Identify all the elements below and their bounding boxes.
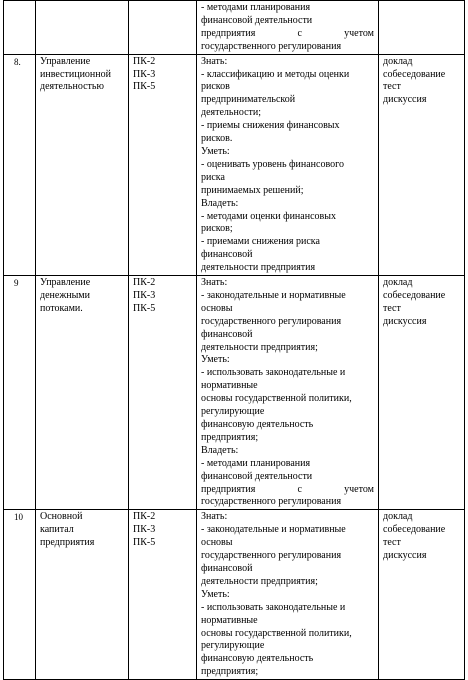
assessment-form: собеседование (383, 524, 446, 536)
content-line: - приемы снижения финансовых (201, 120, 340, 132)
competencies-cell (129, 276, 197, 510)
competency-code: ПК-3 (133, 289, 156, 301)
assessment-forms-cell (379, 54, 465, 275)
content-line: деятельности; (201, 107, 262, 119)
competency-table (3, 0, 465, 680)
content-line: финансовую деятельность (201, 653, 314, 665)
content-line: финансовой (201, 328, 253, 340)
competency-code: ПК-2 (133, 511, 156, 523)
topic-line: денежными (40, 289, 90, 301)
line-word: предприятия (201, 27, 256, 39)
line-word: с (297, 483, 302, 495)
row-number-cell (4, 510, 36, 680)
content-line: - классификацию и методы оценки (201, 68, 350, 80)
assessment-form: тест (383, 537, 401, 549)
content-cell (197, 510, 379, 680)
line-word: учетом (344, 27, 374, 39)
competency-code: ПК-3 (133, 68, 156, 80)
competency-code: ПК-2 (133, 277, 156, 289)
assessment-forms-cell (379, 1, 465, 55)
table-row (4, 276, 465, 510)
content-line: Владеть: (201, 197, 239, 209)
content-line: финансовой деятельности (201, 14, 313, 26)
content-line: деятельности предприятия; (201, 341, 318, 353)
row-number-cell (4, 276, 36, 510)
topic-cell (36, 1, 129, 55)
row-number-cell (4, 54, 36, 275)
content-line: Владеть: (201, 444, 239, 456)
content-line: предпринимательской (201, 94, 296, 106)
table-row (4, 1, 465, 55)
topic-cell (36, 54, 129, 275)
assessment-form: тест (383, 81, 401, 93)
assessment-form: тест (383, 302, 401, 314)
competency-code: ПК-5 (133, 302, 156, 314)
assessment-form: дискуссия (383, 315, 427, 327)
content-line: - использовать законодательные и (201, 367, 346, 379)
content-line: Знать: (201, 55, 228, 67)
content-line: основы (201, 537, 233, 549)
content-line: регулирующие (201, 640, 265, 652)
content-line: предприятия; (201, 431, 259, 443)
content-cell (197, 276, 379, 510)
content-line: финансовую деятельность (201, 419, 314, 430)
competency-code: ПК-2 (133, 55, 156, 67)
topic-line: Управление (40, 277, 91, 289)
table-body (4, 1, 465, 680)
topic-cell (36, 276, 129, 510)
content-line: рисков. (201, 133, 233, 145)
content-line: Уметь: (201, 588, 230, 600)
content-line: Уметь: (201, 145, 230, 157)
row-number-cell (4, 1, 36, 55)
content-line: основы (201, 302, 233, 314)
content-line: регулирующие (201, 406, 265, 418)
line-word: предприятия (201, 483, 256, 495)
assessment-form: собеседование (383, 68, 446, 80)
content-line: финансовой (201, 249, 253, 261)
row-number: 10 (14, 512, 23, 523)
assessment-form: дискуссия (383, 550, 427, 562)
content-line: финансовой деятельности (201, 470, 313, 482)
content-line: - методами планирования (201, 2, 311, 13)
table-row (4, 54, 465, 275)
topic-line: деятельностью (40, 81, 104, 93)
content-line: Уметь: (201, 354, 230, 366)
row-number: 8. (14, 56, 21, 67)
topic-line: потоками. (40, 302, 83, 314)
competencies-cell (129, 54, 197, 275)
content-cell (197, 54, 379, 275)
topic-line: инвестиционной (40, 68, 111, 80)
topic-line: капитал (40, 524, 74, 536)
justified-line (201, 484, 374, 497)
content-line: нормативные (201, 614, 258, 626)
content-line: основы государственной политики, (201, 627, 352, 639)
content-line: рисков (201, 81, 230, 93)
content-line: государственного регулирования (201, 315, 342, 327)
content-line: - приемами снижения риска (201, 236, 320, 248)
assessment-form: собеседование (383, 289, 446, 301)
content-line: основы государственной политики, (201, 393, 352, 405)
content-line: принимаемых решений; (201, 184, 304, 196)
justified-line (201, 28, 374, 41)
content-line: - оценивать уровень финансового (201, 158, 344, 170)
content-line: риска (201, 171, 225, 183)
row-number: 9 (14, 278, 19, 289)
content-line: государственного регулирования (201, 40, 342, 52)
competency-code: ПК-3 (133, 524, 156, 536)
content-line: государственного регулирования (201, 496, 342, 508)
competencies-cell (129, 510, 197, 680)
assessment-forms-cell (379, 276, 465, 510)
content-line: государственного регулирования (201, 550, 342, 562)
assessment-form: доклад (383, 511, 413, 523)
topic-cell (36, 510, 129, 680)
assessment-form: доклад (383, 277, 413, 289)
content-line: финансовой (201, 562, 253, 574)
topic-line: Управление (40, 55, 91, 67)
content-line: деятельности предприятия (201, 262, 316, 274)
content-line: Знать: (201, 277, 228, 289)
line-word: учетом (344, 483, 374, 495)
content-line: рисков; (201, 223, 233, 235)
content-cell (197, 1, 379, 55)
topic-line: Основной (40, 511, 83, 523)
content-line: - методами оценки финансовых (201, 210, 336, 222)
assessment-forms-cell (379, 510, 465, 680)
competencies-cell (129, 1, 197, 55)
assessment-form: доклад (383, 55, 413, 67)
competency-code: ПК-5 (133, 81, 156, 93)
content-line: предприятия; (201, 666, 259, 678)
content-line: - методами планирования (201, 457, 311, 469)
content-line: - законодательные и нормативные (201, 524, 346, 536)
content-line: Знать: (201, 511, 228, 523)
table-row (4, 510, 465, 680)
content-line: - использовать законодательные и (201, 601, 346, 613)
content-line: деятельности предприятия; (201, 575, 318, 587)
topic-line: предприятия (40, 537, 95, 549)
content-line: нормативные (201, 380, 258, 392)
assessment-form: дискуссия (383, 94, 427, 106)
competency-code: ПК-5 (133, 537, 156, 549)
line-word: с (297, 27, 302, 39)
content-line: - законодательные и нормативные (201, 289, 346, 301)
